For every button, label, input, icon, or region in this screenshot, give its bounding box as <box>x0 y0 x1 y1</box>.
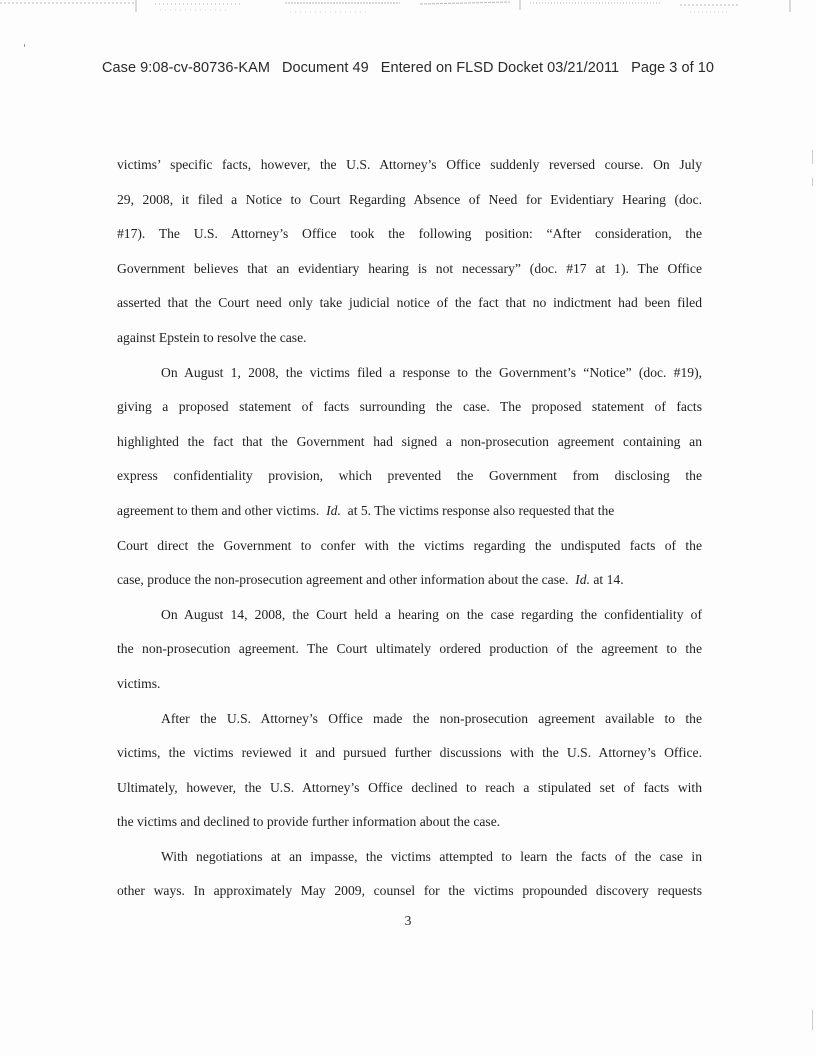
text-line: Court direct the Government to confer with the victims regarding the undisputed facts of the <box>117 537 702 553</box>
scan-artifact-speck <box>812 178 813 186</box>
citation-id: Id. <box>575 572 590 588</box>
page-number: 3 <box>404 913 412 928</box>
text-line: #17). The U.S. Attorney’s Office took the following position: “After consideration, the <box>117 226 702 242</box>
text-fragment: at 14. <box>593 572 624 588</box>
paragraph <box>117 356 702 598</box>
text-line <box>117 494 702 529</box>
entered-docket: Entered on FLSD Docket 03/21/2011 <box>380 60 620 76</box>
text-line: Government believes that an evidentiary hearing is not necessary” (doc. #17 at 1). The Office <box>117 260 702 276</box>
body-text <box>117 148 702 909</box>
document-number: Document 49 <box>281 60 369 76</box>
text-line: 29, 2008, it filed a Notice to Court Regarding Absence of Need for Evidentiary Hearing (doc. <box>117 191 702 207</box>
text-fragment: at 5. The victims response also requested that the <box>347 502 615 518</box>
paragraph <box>117 148 702 356</box>
paragraph <box>117 702 702 840</box>
text-line: Ultimately, however, the U.S. Attorney’s Office declined to reach a stipulated set of facts with <box>117 779 702 795</box>
text-line: With negotiations at an impasse, the victims attempted to learn the facts of the case in <box>161 848 702 864</box>
text-line: On August 1, 2008, the victims filed a response to the Government’s “Notice” (doc. #19), <box>161 364 702 380</box>
text-line: the victims and declined to provide further information about the case. <box>117 814 501 830</box>
text-line: against Epstein to resolve the case. <box>117 329 307 345</box>
text-line: the non-prosecution agreement. The Court ultimately ordered production of the agreement to the <box>117 641 702 657</box>
text-line: highlighted the fact that the Government had signed a non-prosecution agreement containing an <box>117 433 702 449</box>
docket-header <box>0 60 816 76</box>
text-line: victims. <box>117 675 161 691</box>
text-line: victims, the victims reviewed it and pursued further discussions with the U.S. Attorney’s Office. <box>117 745 702 761</box>
paragraph <box>117 598 702 702</box>
paragraph <box>117 840 702 909</box>
text-line: On August 14, 2008, the Court held a hearing on the case regarding the confidentiality of <box>161 606 702 622</box>
scan-artifact-speck <box>812 1010 813 1030</box>
page-indicator: Page 3 of 10 <box>631 60 714 76</box>
text-line: giving a proposed statement of facts surrounding the case. The proposed statement of facts <box>117 399 702 415</box>
scan-artifact-speck <box>24 44 25 47</box>
text-line: other ways. In approximately May 2009, counsel for the victims propounded discovery requests <box>117 883 702 899</box>
text-line: After the U.S. Attorney’s Office made the non-prosecution agreement available to the <box>161 710 702 726</box>
scan-artifact-top <box>0 0 816 22</box>
scan-artifact-speck <box>812 150 813 164</box>
text-line: express confidentiality provision, which prevented the Government from disclosing the <box>117 468 702 484</box>
case-number: Case 9:08-cv-80736-KAM <box>102 60 270 76</box>
citation-id: Id. <box>326 502 341 518</box>
text-fragment: agreement to them and other victims. <box>117 502 320 518</box>
text-line: victims’ specific facts, however, the U.S. Attorney’s Office suddenly reversed course. On July <box>117 157 702 172</box>
text-line <box>117 563 702 598</box>
text-line: asserted that the Court need only take judicial notice of the fact that no indictment had been filed <box>117 295 702 311</box>
text-fragment: case, produce the non-prosecution agreement and other information about the case. <box>117 572 569 588</box>
